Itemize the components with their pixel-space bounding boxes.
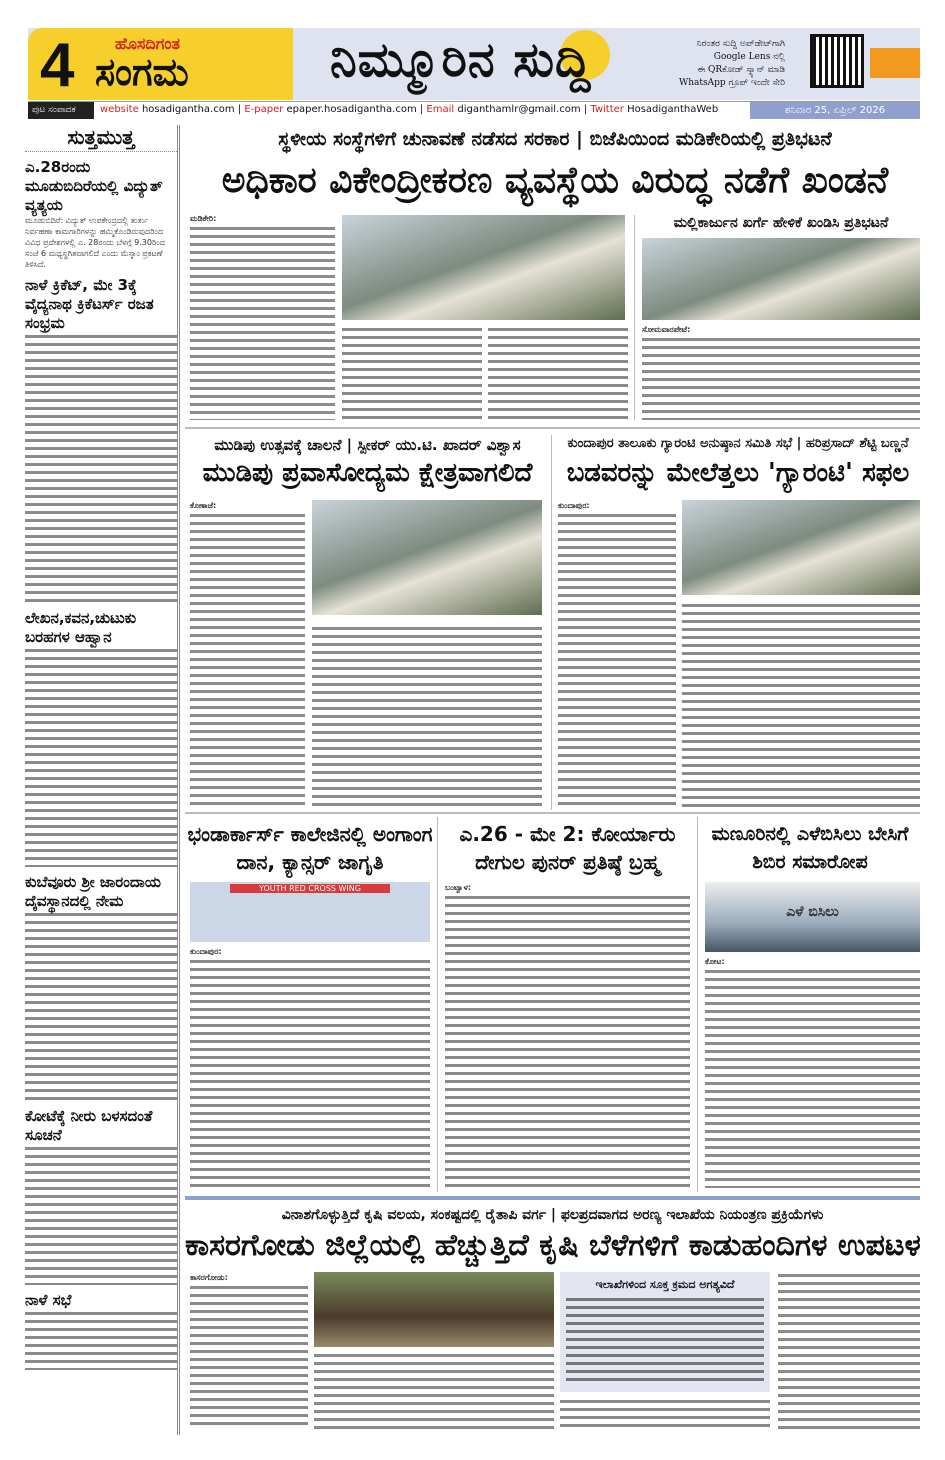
story-body <box>25 647 177 867</box>
row2-dateline: ಕೊಣಾಜೆ: <box>190 501 217 510</box>
row2-headline: ಮುಡಿಪು ಪ್ರವಾಸೋದ್ಯಮ ಕ್ಷೇತ್ರವಾಗಲಿದೆ <box>202 458 533 488</box>
lead-body-col3 <box>488 326 628 420</box>
row2-photo <box>682 500 920 595</box>
row3-headline: ಭಂಡಾರ್ಕಾರ್ಸ್ ಕಾಲೇಜಿನಲ್ಲಿ ಅಂಗಾಂಗ ದಾನ, ಕ್ಯಾನ್ಸರ್ ಜಾಗೃತಿ <box>187 822 433 874</box>
email-link[interactable]: diganthamlr@gmail.com <box>457 104 581 115</box>
row3-photo <box>705 882 920 952</box>
page-number: 4 <box>40 31 75 100</box>
orange-accent <box>870 48 920 78</box>
contact-links: website hosadigantha.com | E-paper epaper.hosadigantha.com | Email diganthamlr@gmail.com | Twitter HosadiganthaWeb <box>100 104 719 115</box>
divider <box>551 435 552 810</box>
divider <box>634 215 635 420</box>
photo-banner: YOUTH RED CROSS WING <box>230 884 390 893</box>
side-dateline: ಸೋಮವಾರಪೇಟೆ: <box>642 325 691 334</box>
row3-dateline: ಕುಂದಾಪುರ: <box>190 947 222 956</box>
story-headline: ಲೇಖನ,ಕವನ,ಚುಟುಕು ಬರಹಗಳ ಆಹ್ವಾನ <box>25 609 137 646</box>
twitter-link[interactable]: HosadiganthaWeb <box>627 104 719 115</box>
row2-kicker: ಕುಂದಾಪುರ ತಾಲೂಕು ಗ್ಯಾರಂಟಿ ಅನುಷ್ಠಾನ ಸಮಿತಿ ಸಭೆ | ಹರಿಪ್ರಸಾದ್ ಶೆಟ್ಟಿ ಬಣ್ಣನೆ <box>567 436 909 451</box>
row2-body <box>190 512 305 807</box>
bottom-kicker: ವಿನಾಶಗೊಳ್ಳುತ್ತಿದೆ ಕೃಷಿ ವಲಯ, ಸಂಕಷ್ಟದಲ್ಲಿ ರೈತಾಪಿ ವರ್ಗ | ಫಲಪ್ರದವಾಗದ ಅರಣ್ಯ ಇಲಾಖೆಯ ನಿಯಂತ್ರಣ ಪ್ರಕ್ರಿಯೆಗಳು <box>281 1207 824 1223</box>
story-headline: ನಾಳೆ ಕ್ರಿಕೆಟ್, ಮೇ 3ಕ್ಕೆ ವೈದ್ಯನಾಥ ಕ್ರಿಕೆಟರ್ಸ್ ರಜತ ಸಂಭ್ರಮ <box>25 276 154 332</box>
bottom-body <box>778 1272 920 1430</box>
side-body <box>642 336 920 420</box>
lead-headline: ಅಧಿಕಾರ ವಿಕೇಂದ್ರೀಕರಣ ವ್ಯವಸ್ಥೆಯ ವಿರುದ್ಧ ನಡೆಗೆ ಖಂಡನೆ <box>221 160 889 201</box>
divider <box>697 817 698 1192</box>
row3-headline: ಎ.26 - ಮೇ 2: ಕೋರ್ಯಾರು ದೇಗುಲ ಪುನರ್ ಪ್ರತಿಷ್ಠೆ ಬ್ರಹ್ಮ <box>459 822 676 874</box>
bottom-headline: ಕಾಸರಗೋಡು ಜಿಲ್ಲೆಯಲ್ಲಿ ಹೆಚ್ಚುತ್ತಿದೆ ಕೃಷಿ ಬೆಳೆಗಳಿಗೆ ಕಾಡುಹಂದಿಗಳ ಉಪಟಳ <box>185 1228 921 1263</box>
bottom-body <box>190 1284 308 1430</box>
website-label: website <box>100 104 139 115</box>
divider <box>185 427 920 429</box>
epaper-link[interactable]: epaper.hosadigantha.com <box>286 104 417 115</box>
story-headline: ನಾಳೆ ಸಭೆ <box>25 1291 72 1309</box>
story-headline: ಕೋಟೆಕ್ಕೆ ನೀರು ಬಳಸದಂತೆ ಸೂಚನೆ <box>25 1107 153 1144</box>
row3-body <box>705 968 920 1188</box>
bottom-dateline: ಕಾಸರಗೋಡು: <box>190 1273 228 1282</box>
lead-kicker: ಸ್ಥಳೀಯ ಸಂಸ್ಥೆಗಳಿಗೆ ಚುನಾವಣೆ ನಡೆಸದ ಸರಕಾರ | ಬಿಜೆಪಿಯಿಂದ ಮಡಿಕೇರಿಯಲ್ಲಿ ಪ್ರತಿಭಟನೆ <box>278 128 832 150</box>
bottom-body <box>560 1398 770 1430</box>
story-headline: ಕುಬೆವೂರು ಶ್ರೀ ಜಾರಂದಾಯ ದೈವಸ್ಥಾನದಲ್ಲಿ ನೇಮ <box>25 873 161 910</box>
row2-body <box>682 602 920 807</box>
qr-instructions <box>640 38 785 90</box>
epaper-label: E-paper <box>244 104 284 115</box>
story-body <box>25 1310 177 1370</box>
lead-dateline: ಮಡಿಕೇರಿ: <box>190 214 217 223</box>
lead-body-col1 <box>190 225 335 420</box>
qr-line: WhatsApp ಗ್ರೂಪ್ ಇಂದೇ ಸೇರಿ <box>678 78 785 88</box>
row3-dateline: ಕೋಟ: <box>705 957 725 966</box>
brand-large: ಸಂಗಮ <box>95 50 189 94</box>
lead-photo <box>342 215 625 320</box>
left-column <box>25 125 180 1435</box>
side-photo <box>642 238 920 320</box>
row3-photo <box>190 882 430 942</box>
info-box-body <box>566 1296 764 1386</box>
qr-line: ಈ QRಕೋಡ್ ಸ್ಕ್ಯಾನ್ ಮಾಡಿ <box>697 65 785 75</box>
row3-headline: ಮಣೂರಿನಲ್ಲಿ ಎಳೆಬಿಸಿಲು ಬೇಸಿಗೆ ಶಿಬಿರ ಸಮಾರೋಪ <box>711 823 909 873</box>
issue-date: ಶನಿವಾರ 25, ಏಪ್ರಿಲ್ 2026 <box>750 102 920 119</box>
row2-body <box>312 625 542 807</box>
qr-line: ನಿರಂತರ ಸುದ್ದಿ ಅಪ್‌ಡೇಟ್‌ಗಾಗಿ <box>696 39 785 49</box>
row2-dateline: ಕುಂದಾಪುರ: <box>558 501 590 510</box>
side-headline: ಮಲ್ಲಿಕಾರ್ಜುನ ಖರ್ಗೆ ಹೇಳಿಕೆ ಖಂಡಿಸಿ ಪ್ರತಿಭಟನೆ <box>673 215 889 231</box>
section-suttamutta: ಸುತ್ತಮುತ್ತ <box>25 125 177 152</box>
row3-body <box>190 958 430 1188</box>
qr-line: Google Lens ನಲ್ಲಿ <box>713 52 785 62</box>
story-body: ಮೂಡುಬಿದಿರೆ: ವಿದ್ಯುತ್ ಉಪಕೇಂದ್ರದಲ್ಲಿ ತುರ್ತು ನಿರ್ವಹಣಾ ಕಾಮಗಾರಿಗಳನ್ನು ಹಮ್ಮಿಕೊಂಡಿರುವುದರಿಂದ ವಿವಿಧ ಪ್ರದೇಶಗಳಲ್ಲಿ ಎ. 28ರಂದು ಬೆಳಗ್ಗೆ 9.30ರಿಂದ ಸಂಜೆ 6 ಮಧ್ಯಸ್ಥಗಿತವಾಗಲಿದೆ ಎಂದು ಮೆಸ್ಕಾಂ ಪ್ರಕಟಣೆ ತಿಳಿಸಿದೆ. <box>25 216 165 269</box>
twitter-label: Twitter <box>590 104 624 115</box>
qr-code-icon[interactable] <box>810 34 864 88</box>
divider <box>185 812 920 814</box>
story-body <box>25 1145 177 1285</box>
section-title: ನಿಮ್ಮೂರಿನ ಸುದ್ದಿ <box>330 32 592 88</box>
email-label: Email <box>426 104 455 115</box>
row2-kicker: ಮುಡಿಪು ಉತ್ಸವಕ್ಕೆ ಚಾಲನೆ | ಸ್ಪೀಕರ್ ಯು.ಟಿ. ಖಾದರ್ ವಿಶ್ವಾಸ <box>214 436 521 454</box>
row2-body <box>558 512 676 807</box>
info-box-title: ಇಲಾಖೆಗಳಿಂದ ಸೂಕ್ತ ಕ್ರಮದ ಅಗತ್ಯವಿದೆ <box>595 1278 735 1291</box>
lead-body-col2 <box>342 326 482 420</box>
info-box <box>560 1272 770 1392</box>
story-body <box>25 333 177 603</box>
row3-body <box>445 894 690 1188</box>
page-editor-tag: ಪುಟ ಸಂಪಾದಕ <box>28 102 94 119</box>
bottom-body <box>314 1352 554 1430</box>
brand-small: ಹೊಸದಿಗಂತ <box>115 34 180 53</box>
divider <box>185 1196 920 1200</box>
row3-dateline: ಬಂಟ್ವಾಳ: <box>445 883 471 892</box>
row2-photo <box>312 500 542 615</box>
wild-boar-photo <box>314 1272 554 1347</box>
row2-headline: ಬಡವರನ್ನು ಮೇಲೆತ್ತಲು 'ಗ್ಯಾರಂಟಿ' ಸಫಲ <box>566 458 910 488</box>
story-headline: ಎ.28ರಂದು ಮೂಡುಬಿದಿರೆಯಲ್ಲಿ ವಿದ್ಯುತ್ ವ್ಯತ್ಯಯ <box>25 158 163 214</box>
story-body <box>25 911 177 1101</box>
divider <box>437 817 438 1192</box>
photo-banner: ಎಳೆ ಬಿಸಿಲು <box>786 904 839 920</box>
info-bar <box>28 101 920 118</box>
website-link[interactable]: hosadigantha.com <box>141 104 235 115</box>
